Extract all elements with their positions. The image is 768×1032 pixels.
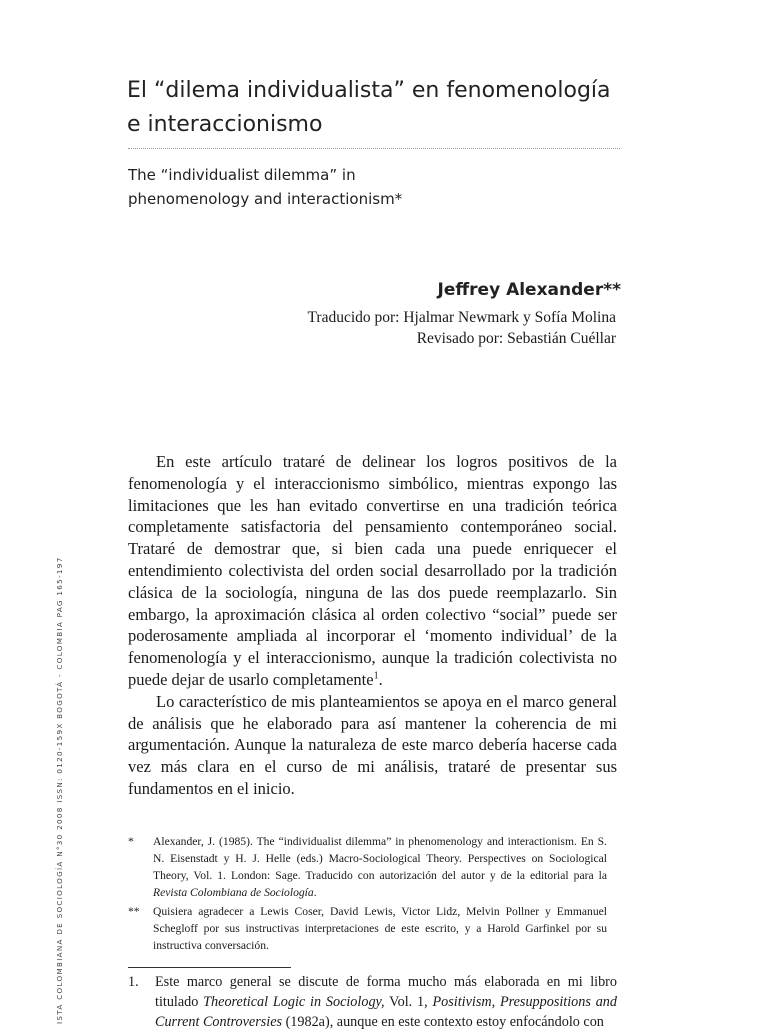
note-text-end: . [313, 886, 317, 899]
footnote-text [128, 972, 617, 1032]
footnote-number: 1. [128, 974, 139, 990]
footnote-ref-1[interactable]: 1 [373, 670, 379, 682]
reviewed-by: Revisado por: Sebastián Cuéllar [416, 330, 616, 347]
article-body [128, 451, 617, 800]
subtitle-line-2: phenomenology and interactionism* [128, 190, 403, 208]
paragraph-2: Lo característico de mis planteamientos se apoya en el marco general de análisis que he elaborado para así mantener la coherencia de mi argumentación. Aunque la naturaleza de este marco debería hacerse cada vez más clara en el curso de mi análisis, trataré de presentar sus fundamentos en el inicio. [128, 691, 617, 798]
translated-by: Traducido por: Hjalmar Newmark y Sofía Molina [307, 309, 616, 326]
footnote-book-title: Theoretical Logic in Sociology, [203, 994, 385, 1010]
paragraph-1-end: . [378, 669, 383, 689]
note-text: Quisiera agradecer a Lewis Coser, David Lewis, Victor Lidz, Melvin Pollner y Emmanuel Schegloff por sus instructivas interpretaciones de este escrito, y a Harold Garfinkel por su instructiva conversación. [153, 905, 607, 952]
note-text: Alexander, J. (1985). The “individualist dilemma” in phenomenology and interactionism. En S. N. Eisenstadt y H. J. Helle (eds.) Macro-Sociological Theory. Perspectives on Sociological Theory, Vol. 1. London: Sage. Traducido con autorización del autor y de la editorial para la [153, 835, 607, 882]
dotted-divider [128, 148, 620, 149]
paragraph-1 [128, 451, 617, 691]
note-item [128, 903, 607, 954]
note-mark: ** [128, 905, 140, 918]
article-subtitle [128, 163, 608, 211]
subtitle-line-1: The “individualist dilemma” in [128, 166, 356, 184]
title-line-2: e interaccionismo [127, 112, 323, 137]
footnote-text-a: Este marco general se discute de forma mucho más elaborada en mi libro titulado [155, 974, 617, 1010]
note-mark: * [128, 835, 134, 848]
footnote-rule [128, 967, 291, 968]
author-name: Jeffrey Alexander** [437, 280, 621, 300]
author-notes [128, 833, 607, 956]
translation-credits [307, 307, 616, 349]
journal-sidebar-info: ISTA COLOMBIANA DE SOCIOLOGÍA N°30 2008 ISSN: 0120-159X BOGOTÁ - COLOMBIA PAG 165-197 [55, 556, 64, 1024]
footnote-1 [128, 972, 617, 1032]
footnote-text-b: Vol. 1, [384, 994, 433, 1010]
note-item [128, 833, 607, 901]
article-title [127, 74, 647, 142]
footnote-volume-title: Positivism, Presuppositions and Current Controversies [155, 994, 617, 1030]
note-journal-title: Revista Colombiana de Sociología [153, 886, 314, 899]
title-line-1: El “dilema individualista” en fenomenología [127, 78, 611, 103]
footnote-text-c: (1982a), aunque en este contexto estoy enfocándolo con [282, 1014, 604, 1030]
paragraph-1-text: En este artículo trataré de delinear los logros positivos de la fenomenología y el interaccionismo simbólico, mientras expongo las limitaciones que les han evitado convertirse en una tradición teórica completamente satisfactoria del pensamiento contemporáneo social. Trataré de demostrar que, si bien cada una puede enriquecer el entendimiento colectivista del orden social desarrollado por la tradición clásica de la sociología, ninguna de las dos puede reemplazarlo. Sin embargo, la aproximación clásica al orden colectivo “social” puede ser poderosamente ampliada al incorporar el ‘momento individual’ de la fenomenología y el interaccionismo, aunque la tradición colectivista no puede dejar de usarlo completamente [128, 452, 617, 689]
